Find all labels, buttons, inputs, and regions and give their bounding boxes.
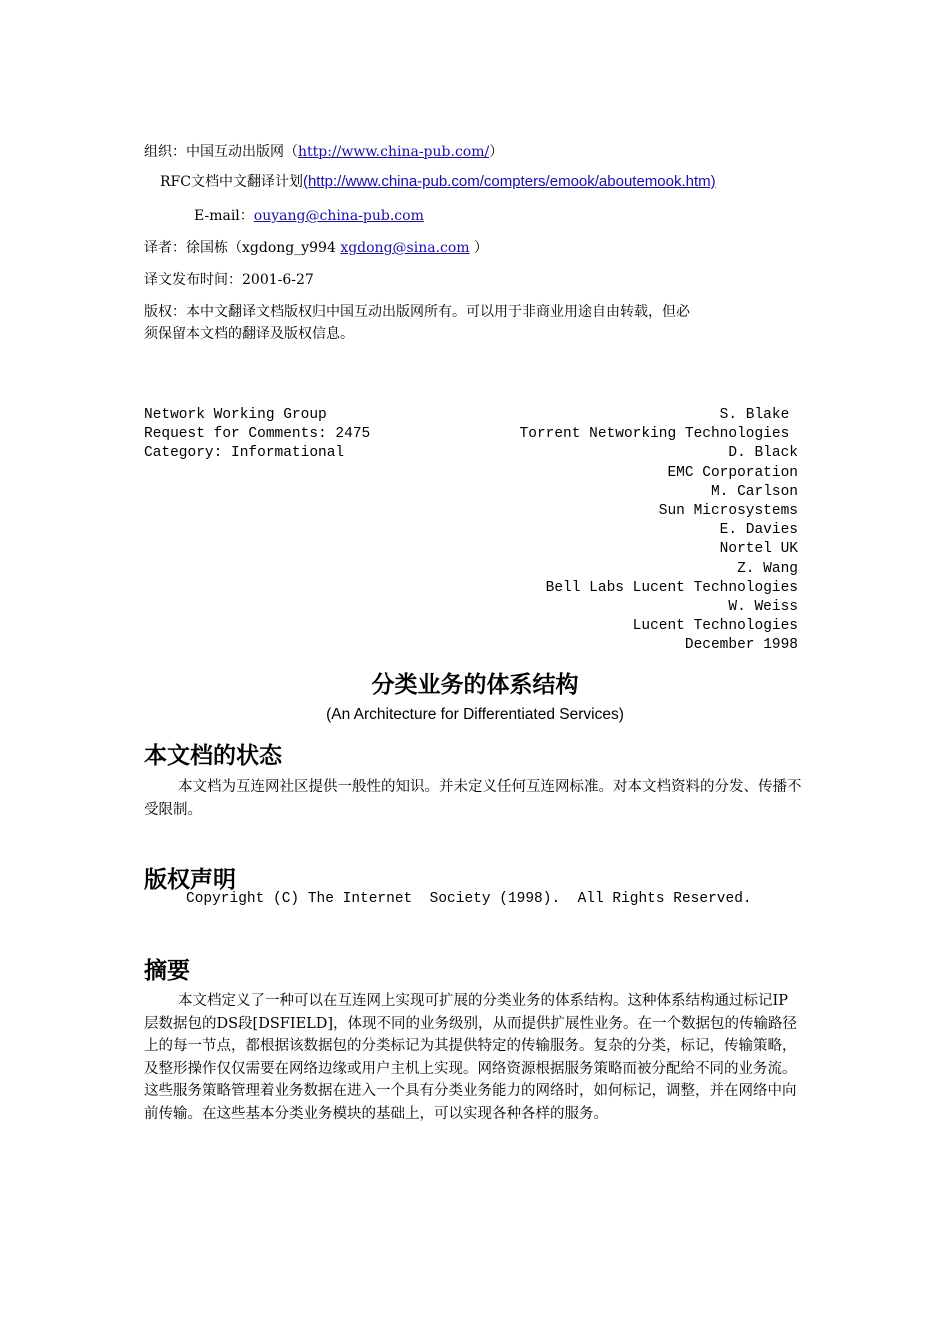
author-line: Bell Labs Lucent Technologies [545,579,798,596]
translator-line [144,238,488,258]
author-line: M. Carlson [710,483,798,500]
rfc-header-authors [520,406,798,656]
author-line: Lucent Technologies [632,618,798,635]
author-line: Sun Microsystems [658,503,798,520]
document-subtitle: (An Architecture for Differentiated Services) [326,706,624,723]
author-line: Nortel UK [719,541,798,558]
translator-link[interactable]: xgdong@sina.com [340,240,470,256]
plan-line [160,172,716,193]
translator-close: ） [469,240,489,256]
copyright-heading: 版权声明 [144,866,236,892]
author-line: Torrent Networking Technologies [519,426,798,443]
email-line [194,206,424,226]
author-line: S. Blake [719,407,798,423]
author-line: Z. Wang [737,560,798,577]
translator-label: 译者：徐国栋（xgdong_y994 [144,240,341,256]
org-close: ） [489,144,504,160]
publish-date: 译文发布时间：2001-6-27 [144,272,314,288]
org-label: 组织：中国互动出版网（ [144,144,298,160]
status-heading: 本文档的状态 [144,742,282,768]
plan-label: RFC文档中文翻译计划 [160,174,303,190]
email-label: E-mail： [194,208,254,224]
rfc-number: Request for Comments: 2475 [144,426,371,443]
org-line [144,142,503,162]
abstract-heading: 摘要 [144,957,190,983]
abstract-paragraph: 本文档定义了一种可以在互连网上实现可扩展的分类业务的体系结构。这种体系结构通过标记IP 层数据包的DS段[DSFIELD]，体现不同的业务级别，从而提供扩展性业务。在一个数据包的传输路径上的每一节点，都根据该数据包的分类标记为其提供特定的传输服务。复杂的分类，标记，传输策略，及整形操作仅仅需要在网络边缘或用户主机上实现。网络资源根据服务策略而被分配给不同的业务流。这些服务策略管理着业务数据在进入一个具有分类业务能力的网络时，如何标记，调整，并在网络中向前传输。在这些基本分类业务模块的基础上，可以实现各种各样的服务。 [144,993,798,1122]
rfc-working-group: Network Working Group [144,407,327,423]
copyright-notice-line-2: 须保留本文档的翻译及版权信息。 [144,326,354,342]
plan-link[interactable]: (http://www.china-pub.com/compters/emook/aboutemook.htm) [302,173,716,190]
email-link[interactable]: ouyang@china-pub.com [253,208,424,224]
author-line: D. Black [728,445,798,462]
rfc-header-left [144,406,370,464]
rfc-category: Category: Informational [144,445,345,462]
author-line: E. Davies [719,522,798,539]
org-link[interactable]: http://www.china-pub.com/ [298,144,490,160]
copyright-notice-line-1: 版权：本中文翻译文档版权归中国互动出版网所有。可以用于非商业用途自由转载，但必 [144,304,690,320]
rfc-date: December 1998 [684,637,798,654]
author-line: W. Weiss [728,599,798,616]
copyright-statement: Copyright (C) The Internet Society (1998). All Rights Reserved. [186,891,752,907]
status-paragraph: 本文档为互连网社区提供一般性的知识。并未定义任何互连网标准。对本文档资料的分发、传播不受限制。 [144,779,802,818]
author-line: EMC Corporation [667,464,798,481]
document-title: 分类业务的体系结构 [371,671,579,697]
